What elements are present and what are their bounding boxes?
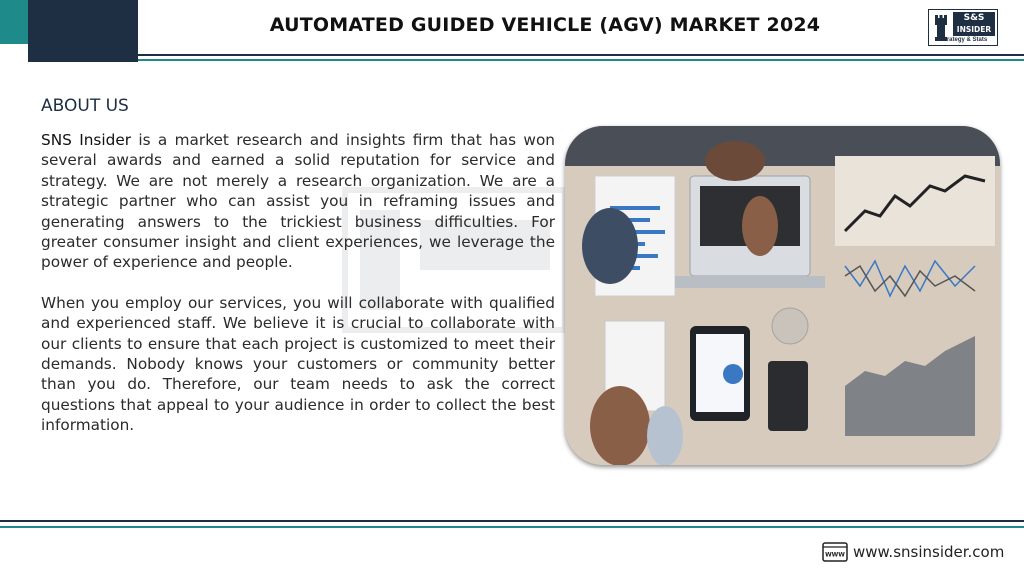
photo-illustration bbox=[565, 126, 1000, 465]
about-paragraph-2: When you employ our services, you will collaborate with qualified and experienced staff. We believe it is crucial to collaborate with our clients to ensure that each project is customized to meet their demands. Nobody knows your customers or community better than you do. Therefore, our team needs to ask the correct questions that appeal to your audience in order to collect the best information. bbox=[41, 293, 555, 435]
www-icon bbox=[822, 542, 848, 562]
logo-line1: S&S bbox=[963, 13, 985, 23]
company-logo bbox=[928, 9, 998, 46]
logo-line2: INSIDER bbox=[956, 25, 992, 34]
header-accent-teal bbox=[0, 0, 28, 44]
footer-divider bbox=[0, 520, 1024, 522]
about-paragraph-1-text: is a market research and insights firm that has won several awards and earned a solid reputation for service and strategy. We are not merely a research organization. We are a strategic partner who can assist you in reframing issues and generating answers to the trickiest business difficulties. For greater consumer insight and client experiences, we leverage the power of experience and people. bbox=[41, 131, 555, 272]
page-title: AUTOMATED GUIDED VEHICLE (AGV) MARKET 2024 bbox=[269, 14, 821, 36]
logo-wordmark bbox=[953, 12, 995, 36]
logo-tagline: Strategy & Stats bbox=[940, 37, 988, 43]
about-text bbox=[41, 130, 555, 436]
footer-website-link[interactable] bbox=[822, 541, 1004, 563]
team-analytics-photo bbox=[565, 126, 1000, 465]
about-paragraph-1 bbox=[41, 130, 555, 273]
header-accent-navy bbox=[28, 0, 138, 62]
header-divider-secondary bbox=[138, 59, 1024, 61]
company-name: SNS Insider bbox=[41, 131, 132, 149]
footer-divider-secondary bbox=[0, 526, 1024, 528]
svg-text:WWW: WWW bbox=[825, 551, 845, 559]
footer-url-text[interactable]: www.snsinsider.com bbox=[853, 543, 1005, 561]
section-title: ABOUT US bbox=[41, 96, 129, 116]
header-divider bbox=[138, 54, 1024, 56]
